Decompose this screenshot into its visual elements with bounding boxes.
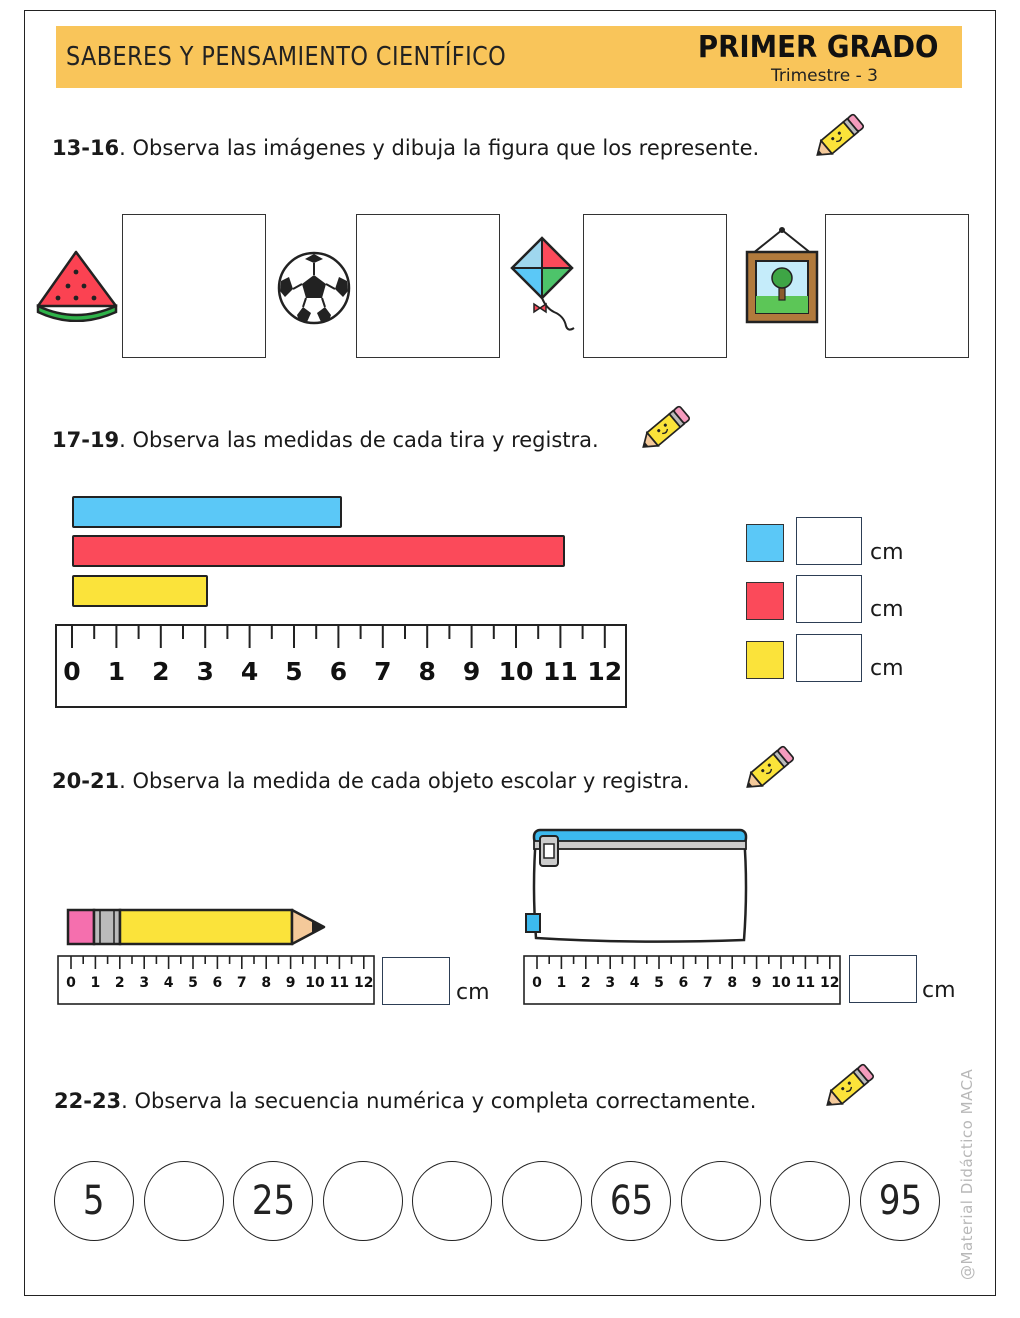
ruler-label: 2 bbox=[152, 657, 170, 686]
color-swatch-blue bbox=[746, 524, 784, 562]
sequence-circle-3: 25 bbox=[233, 1161, 313, 1241]
header-banner bbox=[56, 26, 962, 88]
drawing-box-2[interactable] bbox=[356, 214, 500, 358]
question-13-16 bbox=[52, 136, 759, 160]
ruler-large bbox=[55, 624, 627, 708]
unit-label: cm bbox=[922, 978, 956, 1003]
ruler-label: 8 bbox=[261, 975, 272, 991]
ruler-label: 10 bbox=[305, 975, 325, 991]
question-number: 17-19 bbox=[52, 428, 120, 452]
watermelon-icon bbox=[36, 250, 120, 322]
ruler-label: 6 bbox=[678, 975, 689, 991]
question-text: . Observa las imágenes y dibuja la figura que los represente. bbox=[119, 136, 760, 160]
ruler-label: 10 bbox=[498, 657, 534, 686]
strip-red bbox=[72, 535, 565, 567]
watermark: @Material Didáctico MACA bbox=[958, 1068, 976, 1280]
ruler-label: 4 bbox=[240, 657, 259, 686]
ruler-small-pencil bbox=[57, 955, 375, 1005]
pencil-case-object bbox=[522, 826, 750, 948]
ruler-label: 1 bbox=[90, 975, 101, 991]
ruler-label: 3 bbox=[196, 657, 214, 686]
question-text: . Observa las medidas de cada tira y registra. bbox=[119, 428, 599, 452]
pencil-icon bbox=[634, 396, 694, 456]
subject-title: SABERES Y PENSAMIENTO CIENTÍFICO bbox=[66, 42, 507, 72]
unit-label: cm bbox=[456, 980, 490, 1005]
ruler-label: 7 bbox=[702, 975, 713, 991]
sequence-circle-7: 65 bbox=[591, 1161, 671, 1241]
ruler-label: 8 bbox=[418, 657, 436, 686]
ruler-label: 11 bbox=[543, 657, 578, 686]
grade-title: PRIMER GRADO bbox=[697, 30, 938, 65]
ruler-label: 9 bbox=[462, 657, 481, 686]
question-text: . Observa la medida de cada objeto escolar y registra. bbox=[119, 769, 690, 793]
ruler-label: 4 bbox=[163, 975, 174, 991]
ruler-label: 12 bbox=[820, 975, 840, 991]
ruler-label: 7 bbox=[374, 657, 392, 686]
strip-blue bbox=[72, 496, 342, 528]
ruler-label: 11 bbox=[329, 975, 350, 991]
term-label: Trimestre - 3 bbox=[771, 66, 878, 86]
soccer-ball-icon bbox=[277, 251, 351, 325]
ruler-label: 1 bbox=[556, 975, 567, 991]
strip-yellow bbox=[72, 575, 208, 607]
answer-box-yellow[interactable] bbox=[796, 634, 862, 682]
ruler-label: 1 bbox=[107, 657, 126, 686]
framed-picture-icon bbox=[744, 226, 820, 324]
ruler-label: 6 bbox=[212, 975, 223, 991]
drawing-box-4[interactable] bbox=[825, 214, 969, 358]
ruler-label: 5 bbox=[188, 975, 198, 991]
sequence-blank-8[interactable] bbox=[681, 1161, 761, 1241]
sequence-blank-9[interactable] bbox=[770, 1161, 850, 1241]
ruler-label: 3 bbox=[605, 975, 616, 991]
unit-label: cm bbox=[870, 597, 904, 622]
kite-icon bbox=[510, 236, 578, 334]
ruler-label: 5 bbox=[285, 657, 303, 686]
sequence-blank-4[interactable] bbox=[323, 1161, 403, 1241]
ruler-label: 4 bbox=[629, 975, 640, 991]
sequence-circle-1: 5 bbox=[54, 1161, 134, 1241]
sequence-blank-5[interactable] bbox=[412, 1161, 492, 1241]
sequence-blank-2[interactable] bbox=[144, 1161, 224, 1241]
question-number: 20-21 bbox=[52, 769, 120, 793]
ruler-label: 2 bbox=[114, 975, 125, 991]
question-22-23 bbox=[54, 1089, 756, 1113]
answer-box-pencil-case[interactable] bbox=[849, 955, 917, 1003]
pencil-object bbox=[66, 906, 328, 948]
question-17-19 bbox=[52, 428, 599, 452]
ruler-label: 0 bbox=[66, 975, 76, 991]
ruler-label: 0 bbox=[532, 975, 542, 991]
ruler-label: 12 bbox=[587, 657, 623, 686]
question-text: . Observa la secuencia numérica y completa correctamente. bbox=[121, 1089, 757, 1113]
pencil-icon bbox=[818, 1054, 878, 1114]
question-20-21 bbox=[52, 769, 690, 793]
ruler-label: 8 bbox=[727, 975, 738, 991]
drawing-box-3[interactable] bbox=[583, 214, 727, 358]
pencil-icon bbox=[738, 736, 798, 796]
ruler-small-case bbox=[523, 955, 841, 1005]
ruler-label: 7 bbox=[236, 975, 247, 991]
ruler-label: 11 bbox=[795, 975, 816, 991]
drawing-box-1[interactable] bbox=[122, 214, 266, 358]
question-number: 13-16 bbox=[52, 136, 120, 160]
ruler-label: 2 bbox=[580, 975, 591, 991]
answer-box-red[interactable] bbox=[796, 575, 862, 623]
sequence-circle-10: 95 bbox=[860, 1161, 940, 1241]
unit-label: cm bbox=[870, 540, 904, 565]
unit-label: cm bbox=[870, 656, 904, 681]
pencil-icon bbox=[808, 104, 868, 164]
answer-box-pencil[interactable] bbox=[382, 957, 450, 1005]
sequence-blank-6[interactable] bbox=[502, 1161, 582, 1241]
answer-box-blue[interactable] bbox=[796, 517, 862, 565]
question-number: 22-23 bbox=[54, 1089, 122, 1113]
ruler-label: 5 bbox=[654, 975, 664, 991]
ruler-label: 9 bbox=[285, 975, 296, 991]
ruler-label: 9 bbox=[751, 975, 762, 991]
ruler-label: 10 bbox=[771, 975, 791, 991]
color-swatch-red bbox=[746, 582, 784, 620]
ruler-label: 3 bbox=[139, 975, 150, 991]
ruler-label: 12 bbox=[354, 975, 374, 991]
color-swatch-yellow bbox=[746, 641, 784, 679]
ruler-label: 0 bbox=[63, 657, 81, 686]
ruler-label: 6 bbox=[329, 657, 348, 686]
